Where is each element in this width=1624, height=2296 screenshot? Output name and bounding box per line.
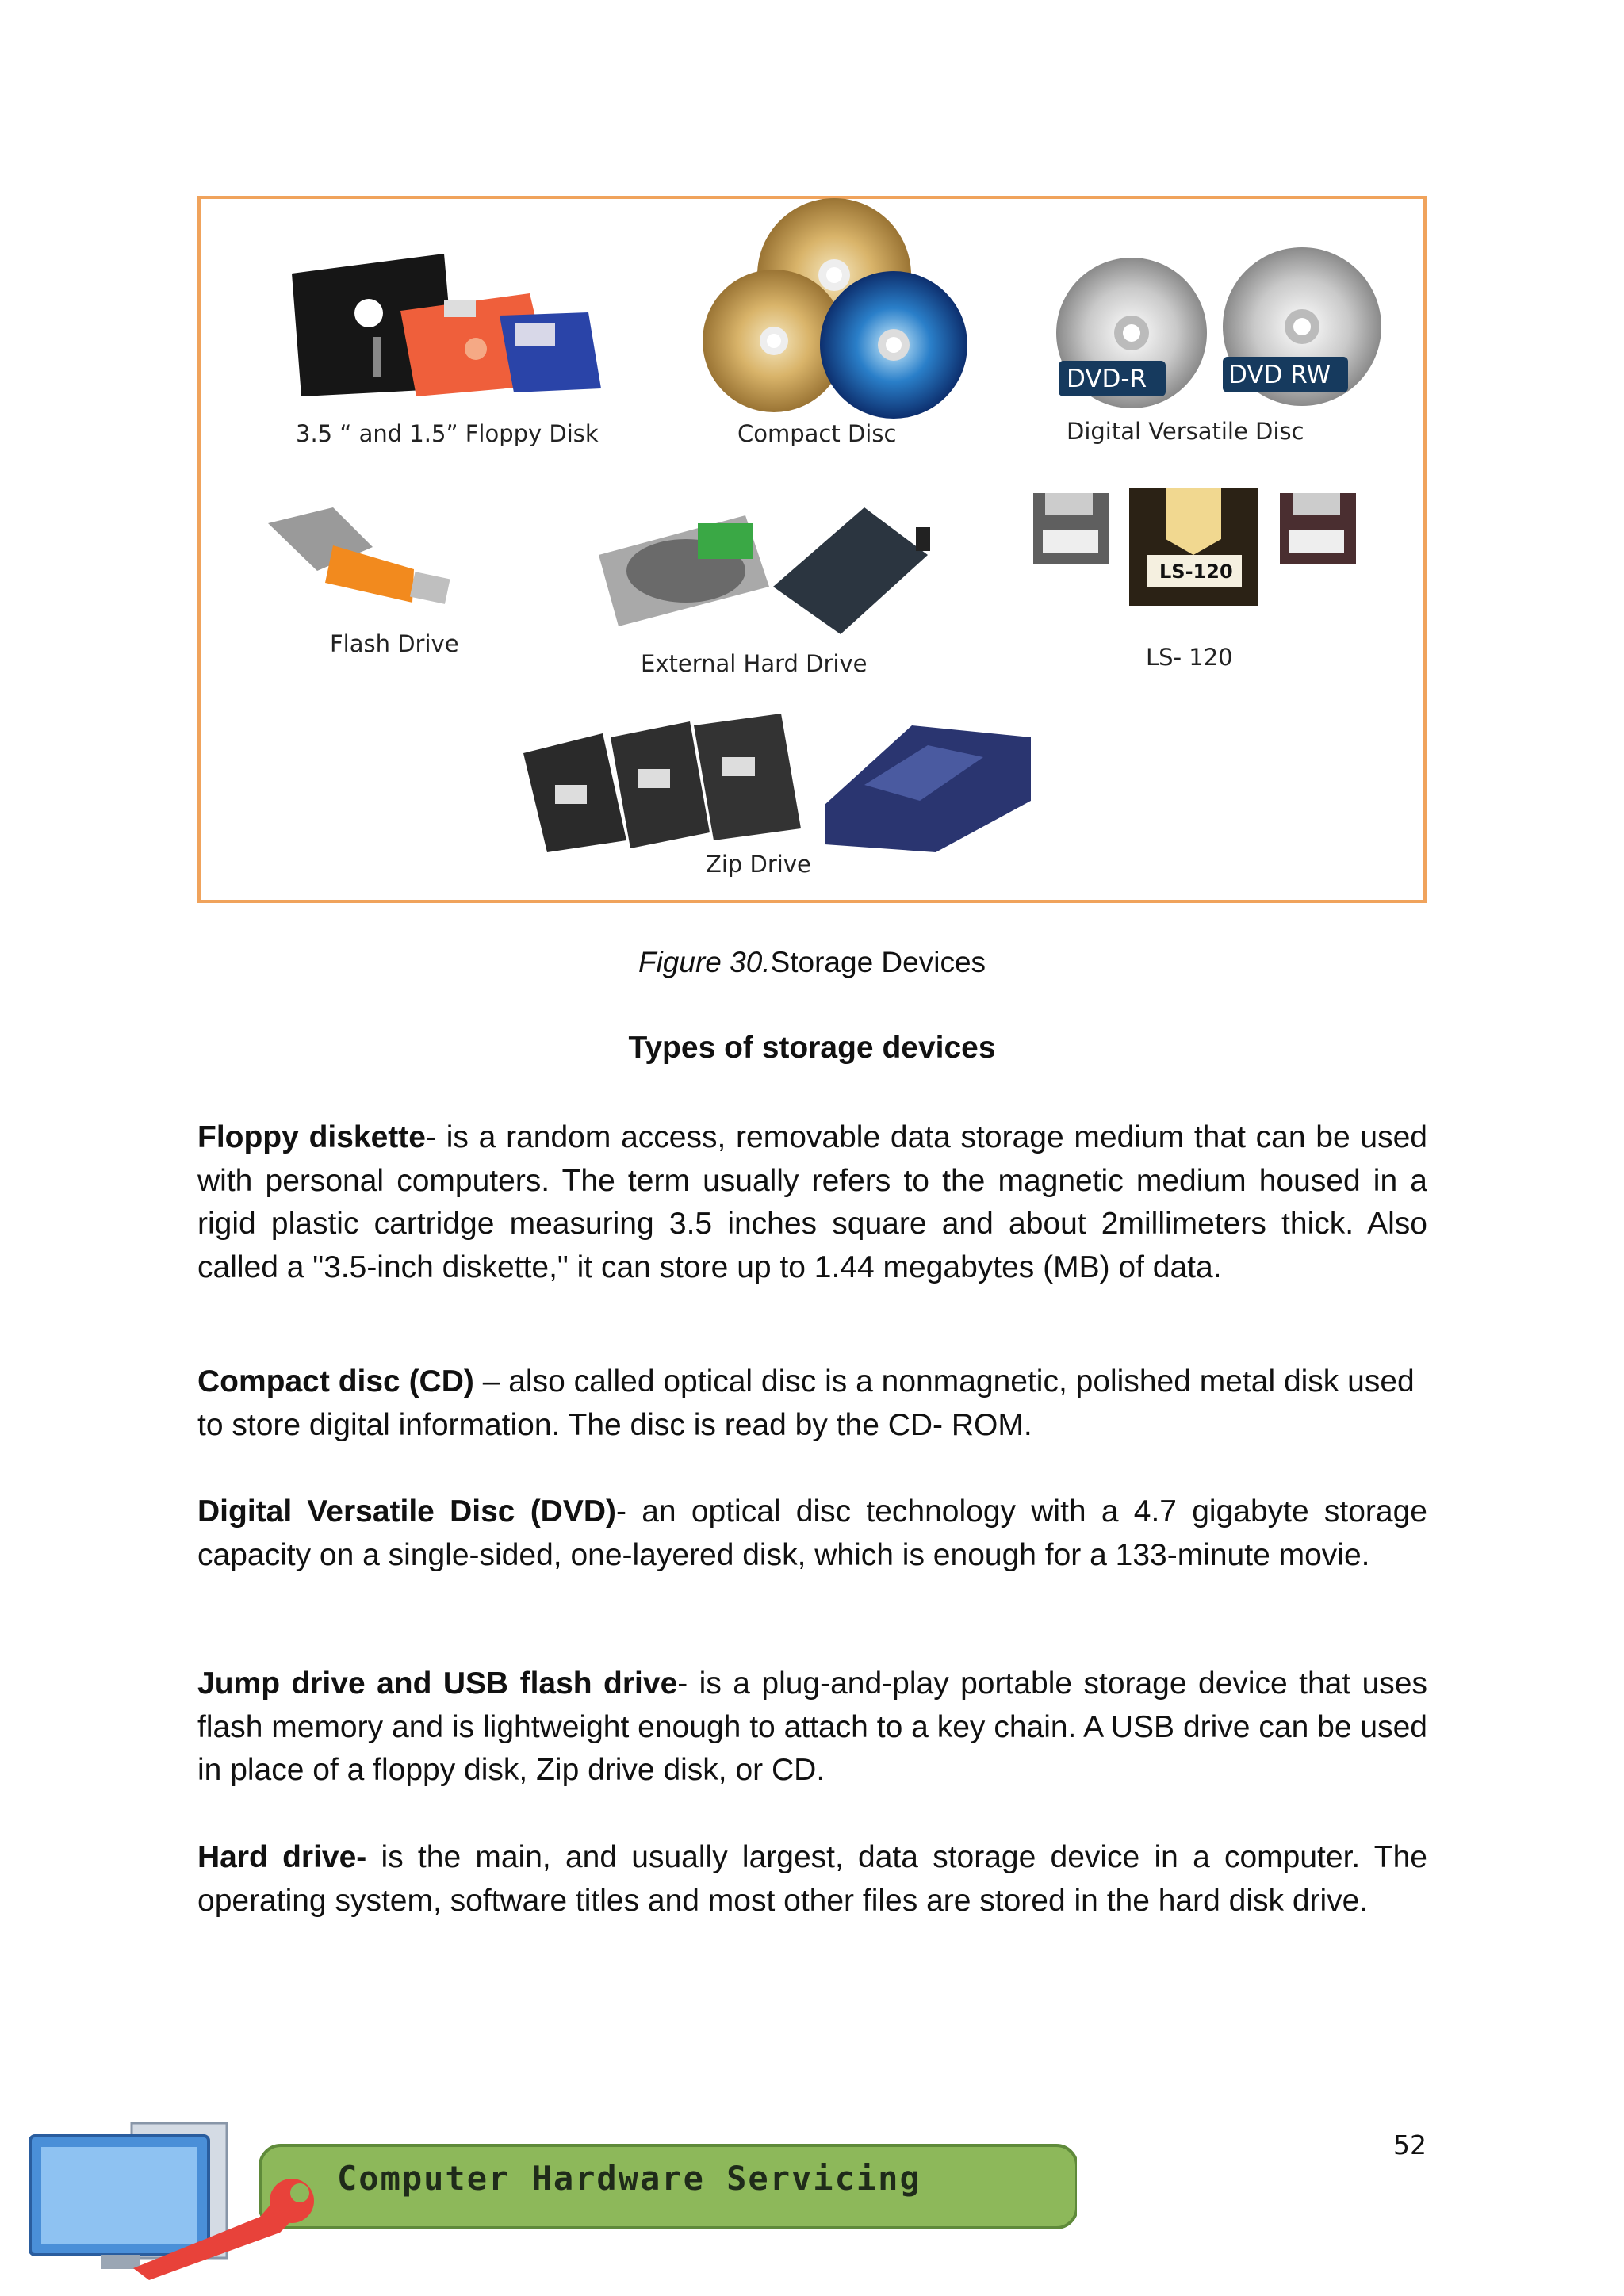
- term-dvd: Digital Versatile Disc (DVD): [197, 1494, 617, 1529]
- figure-caption-label: Figure 30.: [638, 946, 771, 978]
- paragraph-hard-drive: [197, 1836, 1427, 1923]
- external-hard-drive-image: [599, 507, 930, 634]
- footer-title: Computer Hardware Servicing: [337, 2159, 921, 2198]
- desc-compact-disc: – also called optical disc is a nonmagnetic, polished metal disk used to store digital information. The disc is read by the CD- ROM.: [197, 1364, 1415, 1442]
- page-number: 52: [1393, 2130, 1427, 2160]
- paragraph-usb-flash-drive: [197, 1663, 1427, 1793]
- label-external-hard-drive: External Hard Drive: [641, 650, 868, 677]
- ls120-image: [1033, 488, 1356, 606]
- term-compact-disc: Compact disc (CD): [197, 1364, 474, 1399]
- zip-drive-image: [523, 714, 1031, 852]
- paragraph-dvd: [197, 1490, 1427, 1577]
- paragraph-compact-disc: [197, 1360, 1427, 1447]
- term-floppy-diskette: Floppy diskette: [197, 1120, 426, 1154]
- label-floppy-disk: 3.5 “ and 1.5” Floppy Disk: [296, 420, 599, 447]
- label-compact-disc: Compact Disc: [737, 420, 897, 447]
- label-flash-drive: Flash Drive: [330, 630, 459, 657]
- desc-hard-drive: is the main, and usually largest, data storage device in a computer. The operating system, software titles and most other files are stored in the hard disk drive.: [197, 1840, 1427, 1918]
- compact-disc-image: [703, 198, 967, 419]
- label-dvd: Digital Versatile Disc: [1067, 418, 1304, 445]
- figure-caption: [0, 946, 1624, 979]
- figure-caption-text: Storage Devices: [770, 946, 986, 978]
- badge-dvd-rw: DVD RW: [1228, 361, 1331, 389]
- badge-ls120-cartridge: LS-120: [1159, 561, 1233, 583]
- term-usb-flash-drive: Jump drive and USB flash drive: [197, 1667, 678, 1701]
- desc-usb-flash-drive: - is a plug-and-play portable storage device that uses flash memory and is lightweight enough to attach to a key chain. A USB drive can be used in place of a floppy disk, Zip drive disk, or CD.: [197, 1667, 1427, 1787]
- flash-drive-image: [268, 507, 450, 604]
- term-hard-drive: Hard drive-: [197, 1840, 367, 1874]
- paragraph-floppy-diskette: [197, 1116, 1427, 1289]
- badge-dvd-r: DVD-R: [1067, 365, 1147, 393]
- label-ls120: LS- 120: [1146, 644, 1233, 671]
- figure-illustrations: [0, 0, 1624, 920]
- desc-floppy-diskette: - is a random access, removable data storage medium that can be used with personal computers. The term usually refers to the magnetic medium housed in a rigid plastic cartridge measuring 3.5 inches square and about 2millimeters thick. Also called a "3.5-inch diskette," it can store up to 1.44 megabytes (MB) of data.: [197, 1120, 1427, 1284]
- label-zip-drive: Zip Drive: [706, 851, 811, 878]
- desc-dvd: - an optical disc technology with a 4.7 gigabyte storage capacity on a single-sided, one-layered disk, which is enough for a 133-minute movie.: [197, 1494, 1427, 1572]
- section-heading: Types of storage devices: [628, 1031, 996, 1065]
- floppy-disk-image: [292, 254, 601, 396]
